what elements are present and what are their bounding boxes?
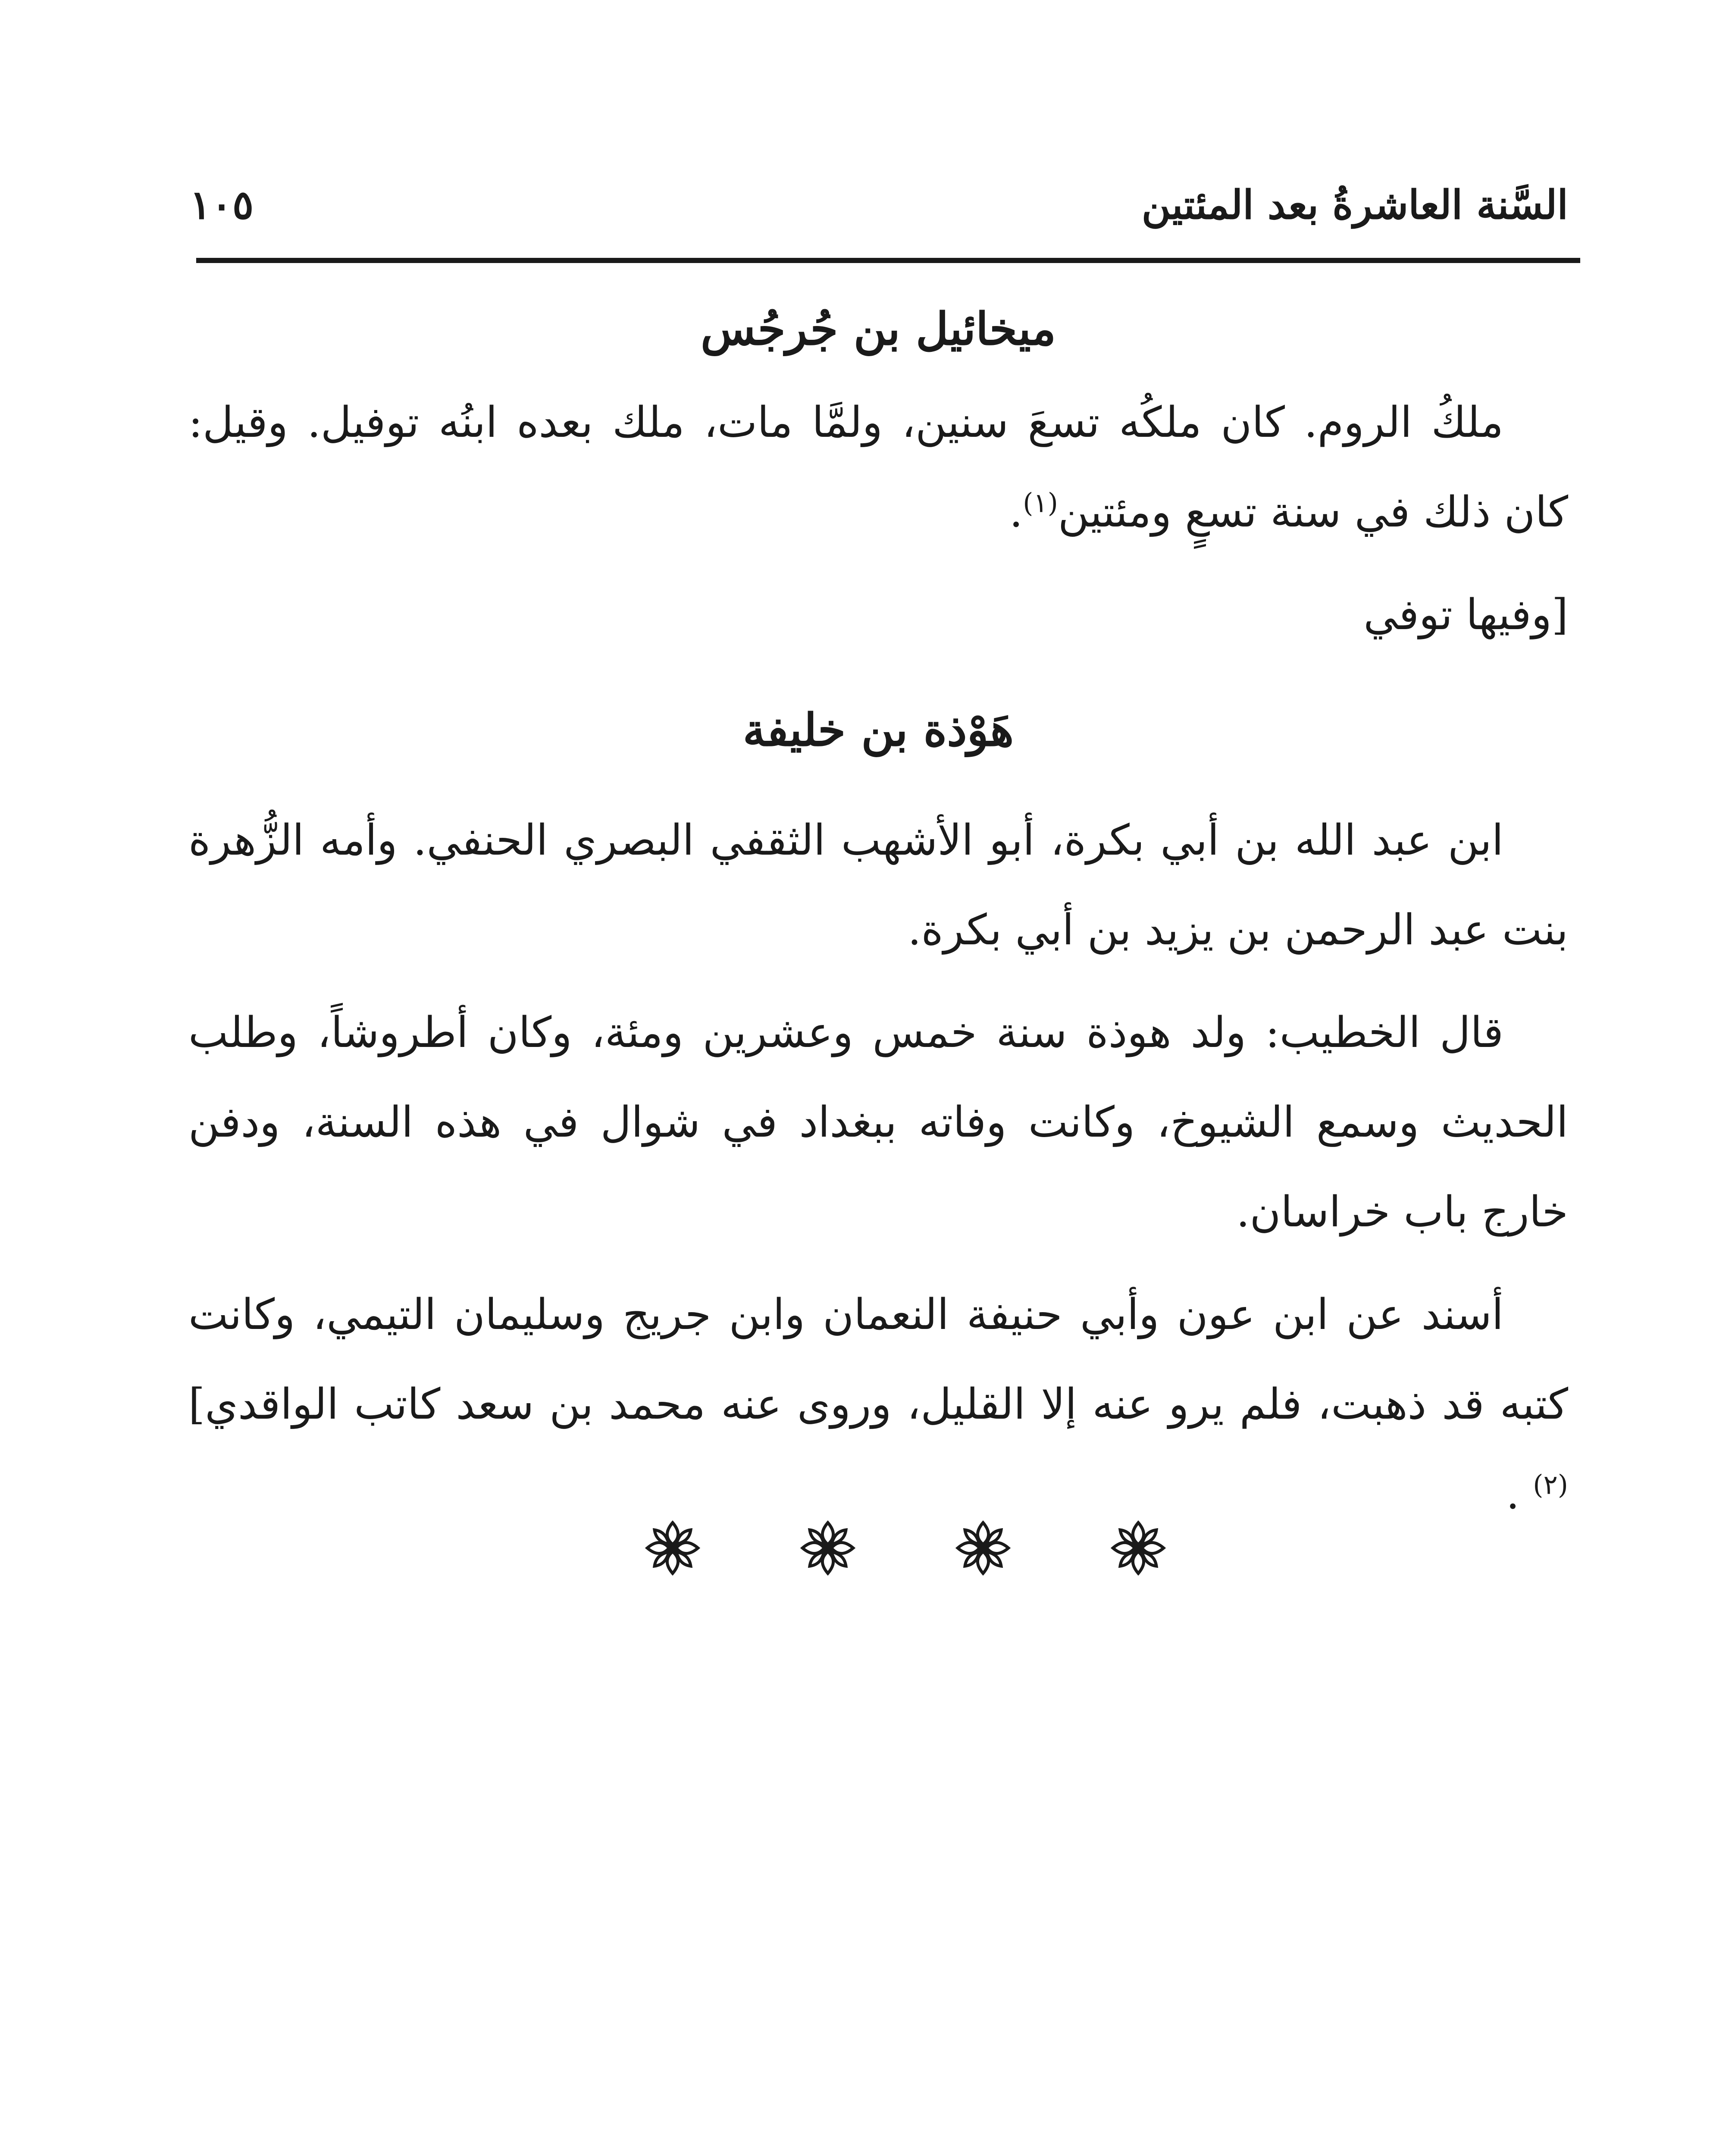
entry-paragraph: قال الخطيب: ولد هوذة سنة خمس وعشرين ومئة، وكان أطروشاً، وطلب الحديث وسمع الشيوخ، وكانت وفاته ببغداد في شوال في هذه السنة، ودفن خارج باب خراسان. [188, 1008, 1568, 1237]
paragraph-tail: . [1506, 1470, 1533, 1519]
paragraph-text: ملكُ الروم. كان ملكُه تسعَ سنين، ولمَّا مات، ملك بعده ابنُه توفيل. وقيل: كان ذلك في سنة تسعٍ ومئتين [188, 398, 1568, 537]
entry-paragraph [188, 1270, 1568, 1539]
floral-ornament-icon [953, 1518, 1013, 1578]
running-title: السَّنة العاشرةُ بعد المئتين [1141, 182, 1568, 228]
entry-paragraph: ابن عبد الله بن أبي بكرة، أبو الأشهب الثقفي البصري الحنفي. وأمه الزُّهرة بنت عبد الرحمن بن يزيد بن أبي بكرة. [188, 816, 1568, 955]
section-ornaments [642, 1514, 1168, 1583]
floral-ornament-icon [642, 1518, 703, 1578]
entry-heading-mikhail: ميخائيل بن جُرجُس [700, 302, 1056, 355]
header-rule [196, 258, 1580, 263]
footnote-marker: (١) [1023, 486, 1058, 518]
bracket-line: [وفيها توفي [1363, 590, 1568, 639]
page-number: ١٠٥ [190, 182, 254, 228]
floral-ornament-icon [798, 1518, 858, 1578]
paragraph-tail: . [1009, 487, 1023, 537]
main-text [188, 298, 1568, 1552]
entry-heading-hawdha: هَوْذة بن خليفة [742, 703, 1014, 756]
floral-ornament-icon [1108, 1518, 1168, 1578]
footnote-marker: (٢) [1533, 1469, 1568, 1501]
paragraph-text: أسند عن ابن عون وأبي حنيفة النعمان وابن جريج وسليمان التيمي، وكانت كتبه قد ذهبت، فلم يرو عنه إلا القليل، وروى عنه محمد بن سعد كاتب الواقدي] [188, 1290, 1568, 1429]
entry-paragraph [188, 378, 1568, 557]
